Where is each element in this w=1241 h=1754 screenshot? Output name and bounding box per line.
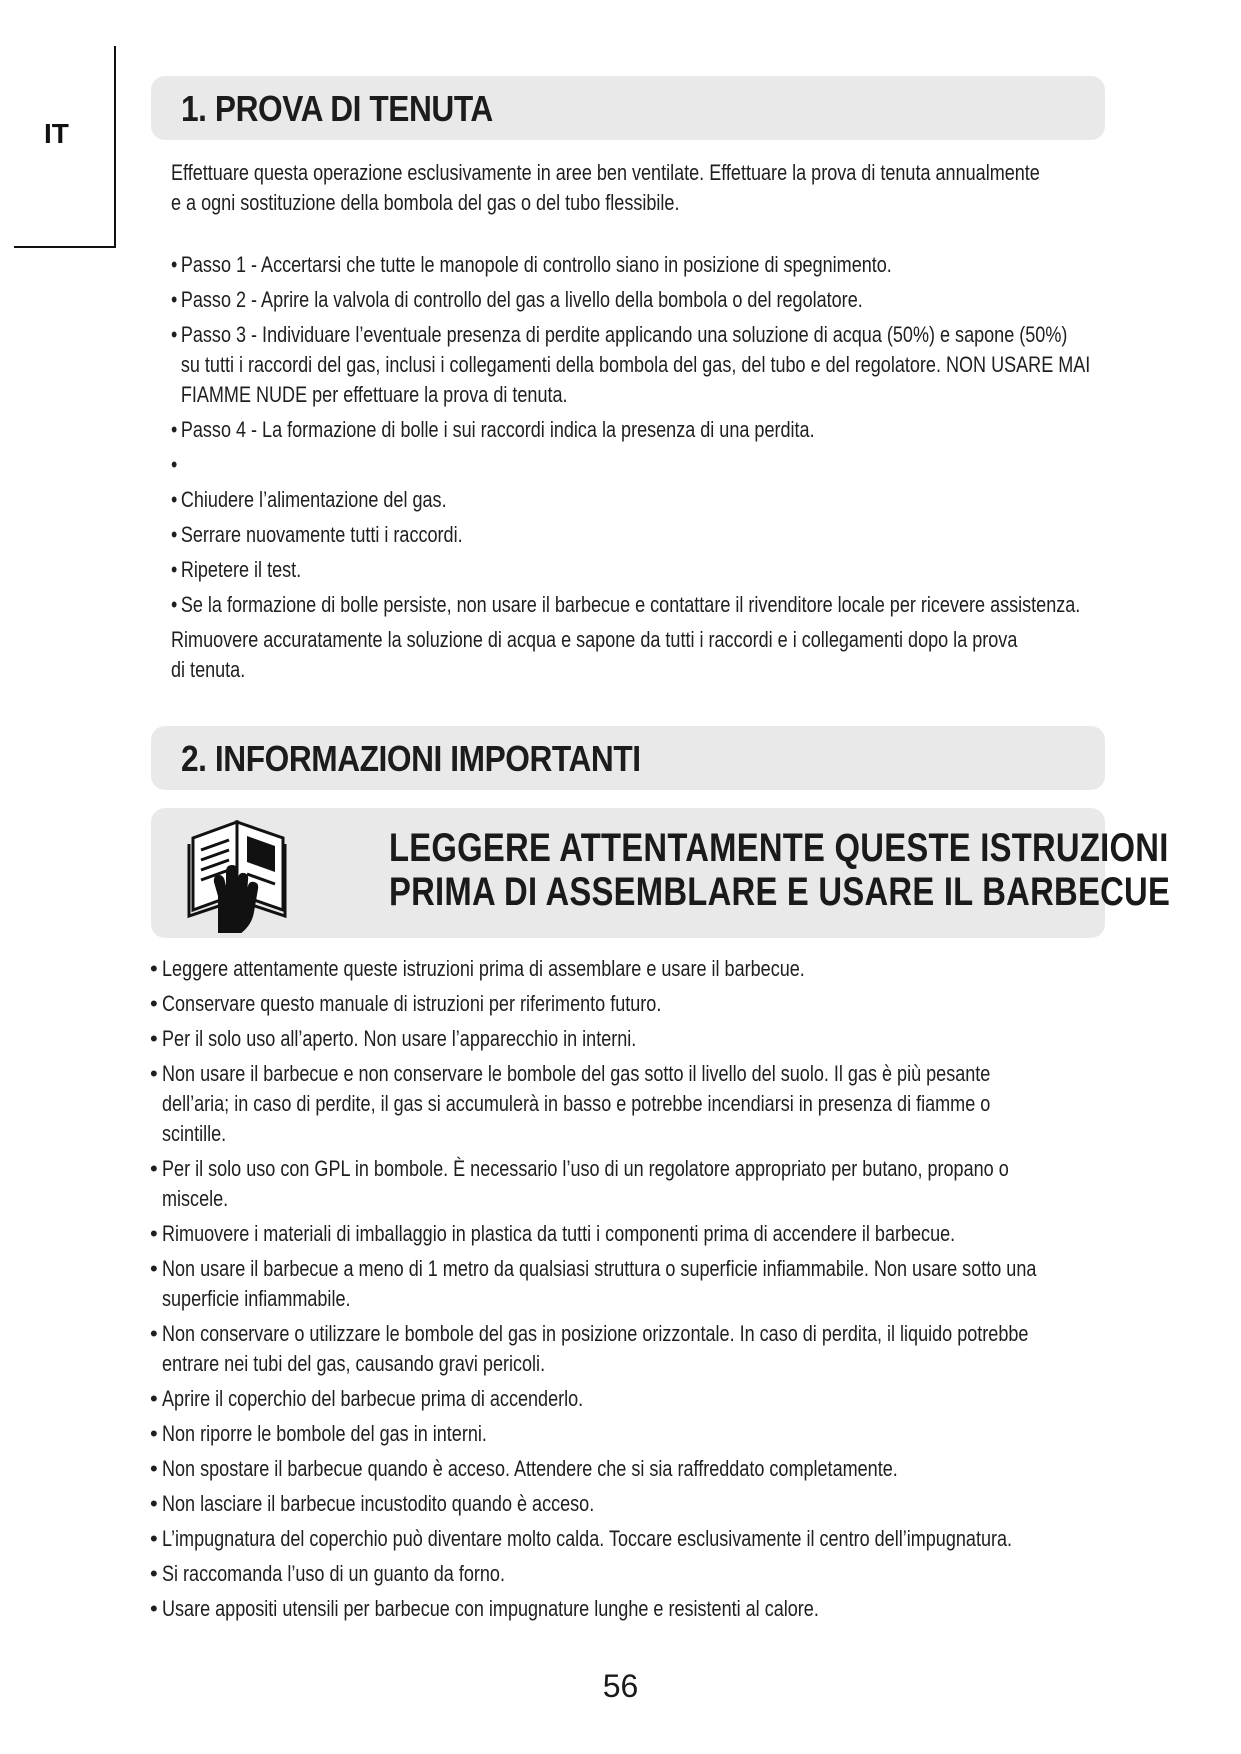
list-item	[171, 485, 1090, 515]
info-text-cont: scintille.	[162, 1121, 227, 1146]
info-text: • Non spostare il barbecue quando è acceso. Attendere che si sia raffreddato completamente.	[162, 1456, 898, 1481]
step-text: Chiudere l’alimentazione del gas.	[180, 487, 447, 512]
list-item	[150, 1524, 1104, 1554]
section2-info	[150, 954, 1104, 1629]
step-text: Passo 1 - Accertarsi che tutte le manopole di controllo siano in posizione di spegnimento.	[180, 252, 892, 277]
section1-header	[151, 76, 1105, 140]
info-text: • Per il solo uso all’aperto. Non usare l’apparecchio in interni.	[162, 1026, 637, 1051]
info-text: • Conservare questo manuale di istruzioni per riferimento futuro.	[162, 991, 662, 1016]
list-item	[171, 555, 1090, 585]
step-text-cont: FIAMME NUDE per effettuare la prova di tenuta.	[180, 382, 568, 407]
list-item	[150, 1489, 1104, 1519]
step-text: • Passo 3 - Individuare l’eventuale presenza di perdite applicando una soluzione di acqua (50%) e sapone (50%)	[180, 322, 1068, 347]
section1-steps	[171, 250, 1090, 685]
list-item	[150, 1254, 1104, 1314]
read-instructions-banner	[151, 808, 1171, 938]
step-text: Passo 4 - La formazione di bolle i sui raccordi indica la presenza di una perdita.	[180, 417, 815, 442]
list-item	[171, 590, 1090, 620]
list-item	[150, 1594, 1104, 1624]
list-item	[171, 320, 1090, 410]
language-divider-horizontal	[14, 246, 116, 248]
section2-header	[151, 726, 1105, 790]
list-item	[150, 954, 1104, 984]
language-tag: IT	[44, 118, 69, 149]
list-item	[150, 1024, 1104, 1054]
info-text: • L’impugnatura del coperchio può diventare molto calda. Toccare esclusivamente il centro dell’impugnatura.	[162, 1526, 1013, 1551]
warning-headline	[389, 826, 1170, 914]
list-item	[171, 520, 1090, 550]
step-text: Ripetere il test.	[180, 557, 302, 582]
info-text: • Non riporre le bombole del gas in interni.	[162, 1421, 487, 1446]
step-text-cont: su tutti i raccordi del gas, inclusi i collegamenti della bombola del gas, del tubo e del regolatore. NON USARE MAI	[180, 352, 1091, 377]
list-item	[150, 1559, 1104, 1589]
step-text: Se la formazione di bolle persiste, non usare il barbecue e contattare il rivenditore locale per ricevere assistenza.	[180, 592, 1081, 617]
list-item	[150, 1219, 1104, 1249]
info-text: • Non usare il barbecue e non conservare le bombole del gas sotto il livello del suolo. Il gas è più pesante	[162, 1061, 991, 1086]
page-number: 56	[602, 1668, 639, 1704]
step-text: Serrare nuovamente tutti i raccordi.	[180, 522, 463, 547]
info-text-cont: dell’aria; in caso di perdite, il gas si accumulerà in basso e potrebbe incendiarsi in presenza di fiamme o	[162, 1091, 991, 1116]
section1-outro-line2: di tenuta.	[171, 657, 246, 682]
list-item	[150, 1419, 1104, 1449]
section1-outro	[171, 625, 1090, 685]
section1-intro-line1: Effettuare questa operazione esclusivamente in aree ben ventilate. Effettuare la prova di tenuta annualmente	[171, 160, 1040, 185]
language-divider-vertical	[114, 46, 116, 248]
read-manual-icon	[179, 816, 299, 934]
list-item	[150, 1059, 1104, 1149]
list-item	[171, 285, 1090, 315]
section1-intro-line2: e a ogni sostituzione della bombola del gas o del tubo flessibile.	[171, 190, 680, 215]
section2-title: 2. INFORMAZIONI IMPORTANTI	[181, 738, 641, 779]
info-text-cont: miscele.	[162, 1186, 229, 1211]
section1-step-list	[171, 250, 1090, 620]
section1-title: 1. PROVA DI TENUTA	[181, 88, 493, 129]
list-item	[150, 1154, 1104, 1214]
info-text-cont: entrare nei tubi del gas, causando gravi pericoli.	[162, 1351, 546, 1376]
section1-intro	[171, 158, 1040, 218]
info-text: • Non usare il barbecue a meno di 1 metro da qualsiasi struttura o superficie infiammabile. Non usare sotto una	[162, 1256, 1037, 1281]
list-item	[150, 1454, 1104, 1484]
step-text: Passo 2 - Aprire la valvola di controllo del gas a livello della bombola o del regolatore.	[180, 287, 863, 312]
info-text: • Si raccomanda l’uso di un guanto da forno.	[162, 1561, 505, 1586]
section2-info-list	[150, 954, 1104, 1624]
list-item	[150, 1384, 1104, 1414]
list-item	[171, 250, 1090, 280]
section1-outro-line1: Rimuovere accuratamente la soluzione di acqua e sapone da tutti i raccordi e i collegamenti dopo la prova	[171, 627, 1018, 652]
info-text: • Non lasciare il barbecue incustodito quando è acceso.	[162, 1491, 595, 1516]
info-text: • Leggere attentamente queste istruzioni prima di assemblare e usare il barbecue.	[162, 956, 805, 981]
info-text: • Rimuovere i materiali di imballaggio in plastica da tutti i componenti prima di accendere il barbecue.	[162, 1221, 956, 1246]
info-text: • Usare appositi utensili per barbecue con impugnature lunghe e resistenti al calore.	[162, 1596, 819, 1621]
list-item	[150, 989, 1104, 1019]
list-item	[171, 415, 1090, 445]
list-item	[171, 450, 1090, 480]
warning-line2: PRIMA DI ASSEMBLARE E USARE IL BARBECUE	[389, 870, 1171, 914]
info-text: • Per il solo uso con GPL in bombole. È necessario l’uso di un regolatore appropriato per butano, propano o	[162, 1156, 1009, 1181]
info-text: • Aprire il coperchio del barbecue prima di accenderlo.	[162, 1386, 584, 1411]
info-text: • Non conservare o utilizzare le bombole del gas in posizione orizzontale. In caso di perdita, il liquido potrebbe	[162, 1321, 1029, 1346]
warning-line1: LEGGERE ATTENTAMENTE QUESTE ISTRUZIONI	[389, 826, 1169, 870]
info-text-cont: superficie infiammabile.	[162, 1286, 351, 1311]
list-item	[150, 1319, 1104, 1379]
